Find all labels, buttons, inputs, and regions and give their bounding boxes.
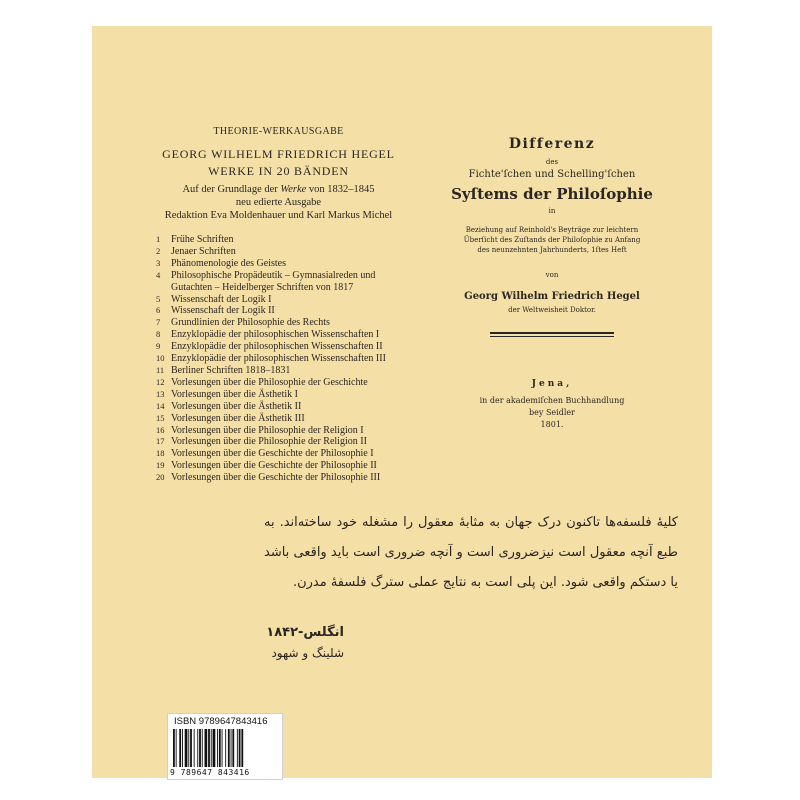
volume-title: Enzyklopädie der philosophischen Wissenschaften III (171, 353, 386, 365)
volume-item (156, 401, 401, 413)
volume-item (156, 365, 401, 377)
basis-werk: Werke (280, 184, 307, 195)
barcode-bar (190, 729, 192, 767)
volume-title: Vorlesungen über die Philosophie der Geschichte (171, 376, 368, 388)
barcode-bar (176, 729, 177, 767)
title-page-des: des (545, 158, 559, 166)
volume-number: 17 (156, 436, 165, 447)
barcode-bar (219, 729, 221, 767)
isbn-barcode (167, 713, 283, 780)
volume-title: Gutachten – Heidelberger Schriften von 1817 (171, 281, 354, 293)
barcode-bar (237, 729, 238, 767)
series-label: THEORIE-WERKAUSGABE (213, 126, 344, 137)
quote-attribution (264, 625, 344, 660)
volume-number: 20 (156, 472, 165, 483)
volume-item (156, 246, 401, 258)
barcode-bar (239, 729, 241, 767)
barcode-bar (179, 729, 181, 767)
barcode-bar (182, 729, 183, 767)
barcode-bar (194, 729, 195, 767)
volume-number: 7 (156, 317, 161, 328)
volume-item (156, 294, 401, 306)
volume-number: 16 (156, 424, 165, 435)
volume-item (156, 425, 401, 437)
volume-title: Wissenschaft der Logik II (171, 305, 275, 317)
volume-item (156, 460, 401, 472)
basis-suffix: von 1832–1845 (306, 184, 375, 195)
barcode-bar (232, 729, 234, 767)
title-page-bez-1: Beziehung auf Reinhold's Beyträge zur leichtern (465, 226, 639, 234)
barcode-bar (228, 729, 230, 767)
title-page-doktor: der Weltweisheit Doktor. (508, 306, 596, 314)
title-page-city: Jena, (531, 379, 573, 389)
volume-item (156, 258, 401, 270)
volume-title: Enzyklopädie der philosophischen Wissenschaften I (171, 329, 380, 341)
volume-item (156, 282, 401, 294)
volume-number: 19 (156, 460, 165, 471)
title-page-year: 1801. (540, 420, 564, 429)
volume-item (156, 329, 401, 341)
barcode-bar (213, 729, 216, 767)
volume-number: 3 (156, 257, 161, 268)
volume-title: Wissenschaft der Logik I (171, 293, 272, 305)
volume-number: 2 (156, 245, 161, 256)
title-page-system: Syſtems der Philoſophie (451, 185, 653, 203)
volume-number (156, 282, 171, 294)
barcode-bar (211, 729, 212, 767)
volume-number: 12 (156, 376, 165, 387)
title-page-rule (490, 332, 614, 337)
volume-number: 4 (156, 269, 161, 280)
volume-title: Vorlesungen über die Geschichte der Philosophie II (171, 460, 377, 472)
series-edition: neu edierte Ausgabe (235, 197, 322, 208)
series-redaktion: Redaktion Eva Moldenhauer und Karl Markus Michel (164, 210, 393, 221)
volume-item (156, 389, 401, 401)
title-page-in: in (548, 207, 556, 215)
volume-number: 10 (156, 353, 165, 364)
barcode-bar (225, 729, 226, 767)
title-page-publisher-2: bey Seidler (529, 408, 575, 417)
volume-title: Phänomenologie des Geistes (171, 257, 286, 269)
barcode-bars (172, 729, 278, 769)
volume-number: 6 (156, 305, 161, 316)
volume-title: Jenaer Schriften (171, 245, 236, 257)
volume-number: 18 (156, 448, 165, 459)
volume-number: 9 (156, 341, 161, 352)
barcode-bar (199, 729, 201, 767)
volume-title: Grundlinien der Philosophie des Rechts (171, 317, 330, 329)
barcode-bar (217, 729, 218, 767)
volume-item (156, 377, 401, 389)
volume-title: Vorlesungen über die Geschichte der Philosophie I (171, 448, 374, 460)
volume-item (156, 353, 401, 365)
volume-number: 1 (156, 234, 161, 244)
volume-item (156, 270, 401, 282)
volume-title: Frühe Schriften (171, 234, 234, 245)
barcode-bar (205, 729, 208, 767)
series-basis (156, 183, 401, 196)
title-page-names: Fichte'ſchen und Schelling'ſchen (468, 169, 636, 180)
volume-item (156, 317, 401, 329)
barcode-bar (173, 729, 175, 767)
series-author: GEORG WILHELM FRIEDRICH HEGEL (162, 147, 395, 161)
volume-title: Philosophische Propädeutik – Gymnasialreden und (171, 269, 376, 281)
volume-number: 14 (156, 400, 165, 411)
isbn-label: ISBN 9789647843416 (174, 716, 268, 727)
volume-title: Berliner Schriften 1818–1831 (171, 364, 291, 376)
volume-title: Vorlesungen über die Ästhetik II (171, 400, 302, 412)
basis-prefix: Auf der Grundlage der (182, 184, 281, 195)
volume-number: 11 (156, 364, 165, 375)
barcode-bar (185, 729, 188, 767)
volume-item (156, 341, 401, 353)
title-page-bez-3: des neunzehnten Jahrhunderts, 1ſtes Heft (477, 246, 627, 254)
barcode-bar (231, 729, 232, 767)
volume-number: 8 (156, 329, 161, 340)
volume-item (156, 472, 401, 484)
barcode-digits: 9 789647 843416 (170, 768, 250, 777)
barcode-bar (222, 729, 223, 767)
volume-item (156, 234, 401, 246)
volume-title: Vorlesungen über die Philosophie der Religion II (171, 436, 367, 448)
barcode-bar (197, 729, 198, 767)
volume-number: 15 (156, 412, 165, 423)
volume-number: 13 (156, 388, 165, 399)
series-column (156, 126, 401, 484)
volume-title: Vorlesungen über die Geschichte der Philosophie III (171, 472, 381, 484)
series-werke: WERKE IN 20 BÄNDEN (208, 164, 349, 178)
volume-title: Vorlesungen über die Ästhetik I (171, 388, 299, 400)
persian-quote: کلیهٔ فلسفه‌ها تاکنون درک جهان به مثابهٔ معقول را مشغله خود ساخته‌اند. به طبع آنچه معقول است نیزضروری است و آنچه ضروری است باید واقعی باشد یا دستکم واقعی شود. این پلی است به نتایج عملی سترگ فلسفهٔ مدرن. (264, 515, 678, 590)
volume-item (156, 448, 401, 460)
volume-item (156, 413, 401, 425)
title-page-von: von (545, 271, 559, 279)
title-page-publisher-1: in der akademiſchen Buchhandlung (479, 396, 625, 405)
quote-author: انگلس-۱۸۴۲ (266, 625, 344, 640)
volume-title: Enzyklopädie der philosophischen Wissenschaften II (171, 341, 383, 353)
title-page-author: Georg Wilhelm Friedrich Hegel (464, 291, 640, 302)
barcode-bar (241, 729, 243, 767)
volume-item (156, 305, 401, 317)
volume-list (156, 234, 401, 484)
title-page-bez-2: Überſicht des Zuſtands der Philoſophie zu Anfang (463, 236, 641, 244)
volume-title: Vorlesungen über die Philosophie der Religion I (171, 424, 364, 436)
barcode-bar (202, 729, 203, 767)
volume-number: 5 (156, 293, 161, 304)
title-page (448, 126, 656, 431)
barcode-bar (208, 729, 210, 767)
barcode-bar (188, 729, 189, 767)
volume-item (156, 436, 401, 448)
volume-title: Vorlesungen über die Ästhetik III (171, 412, 305, 424)
title-page-title: Differenz (508, 136, 596, 152)
book-title-persian: شلینگ و شهود (271, 646, 344, 660)
